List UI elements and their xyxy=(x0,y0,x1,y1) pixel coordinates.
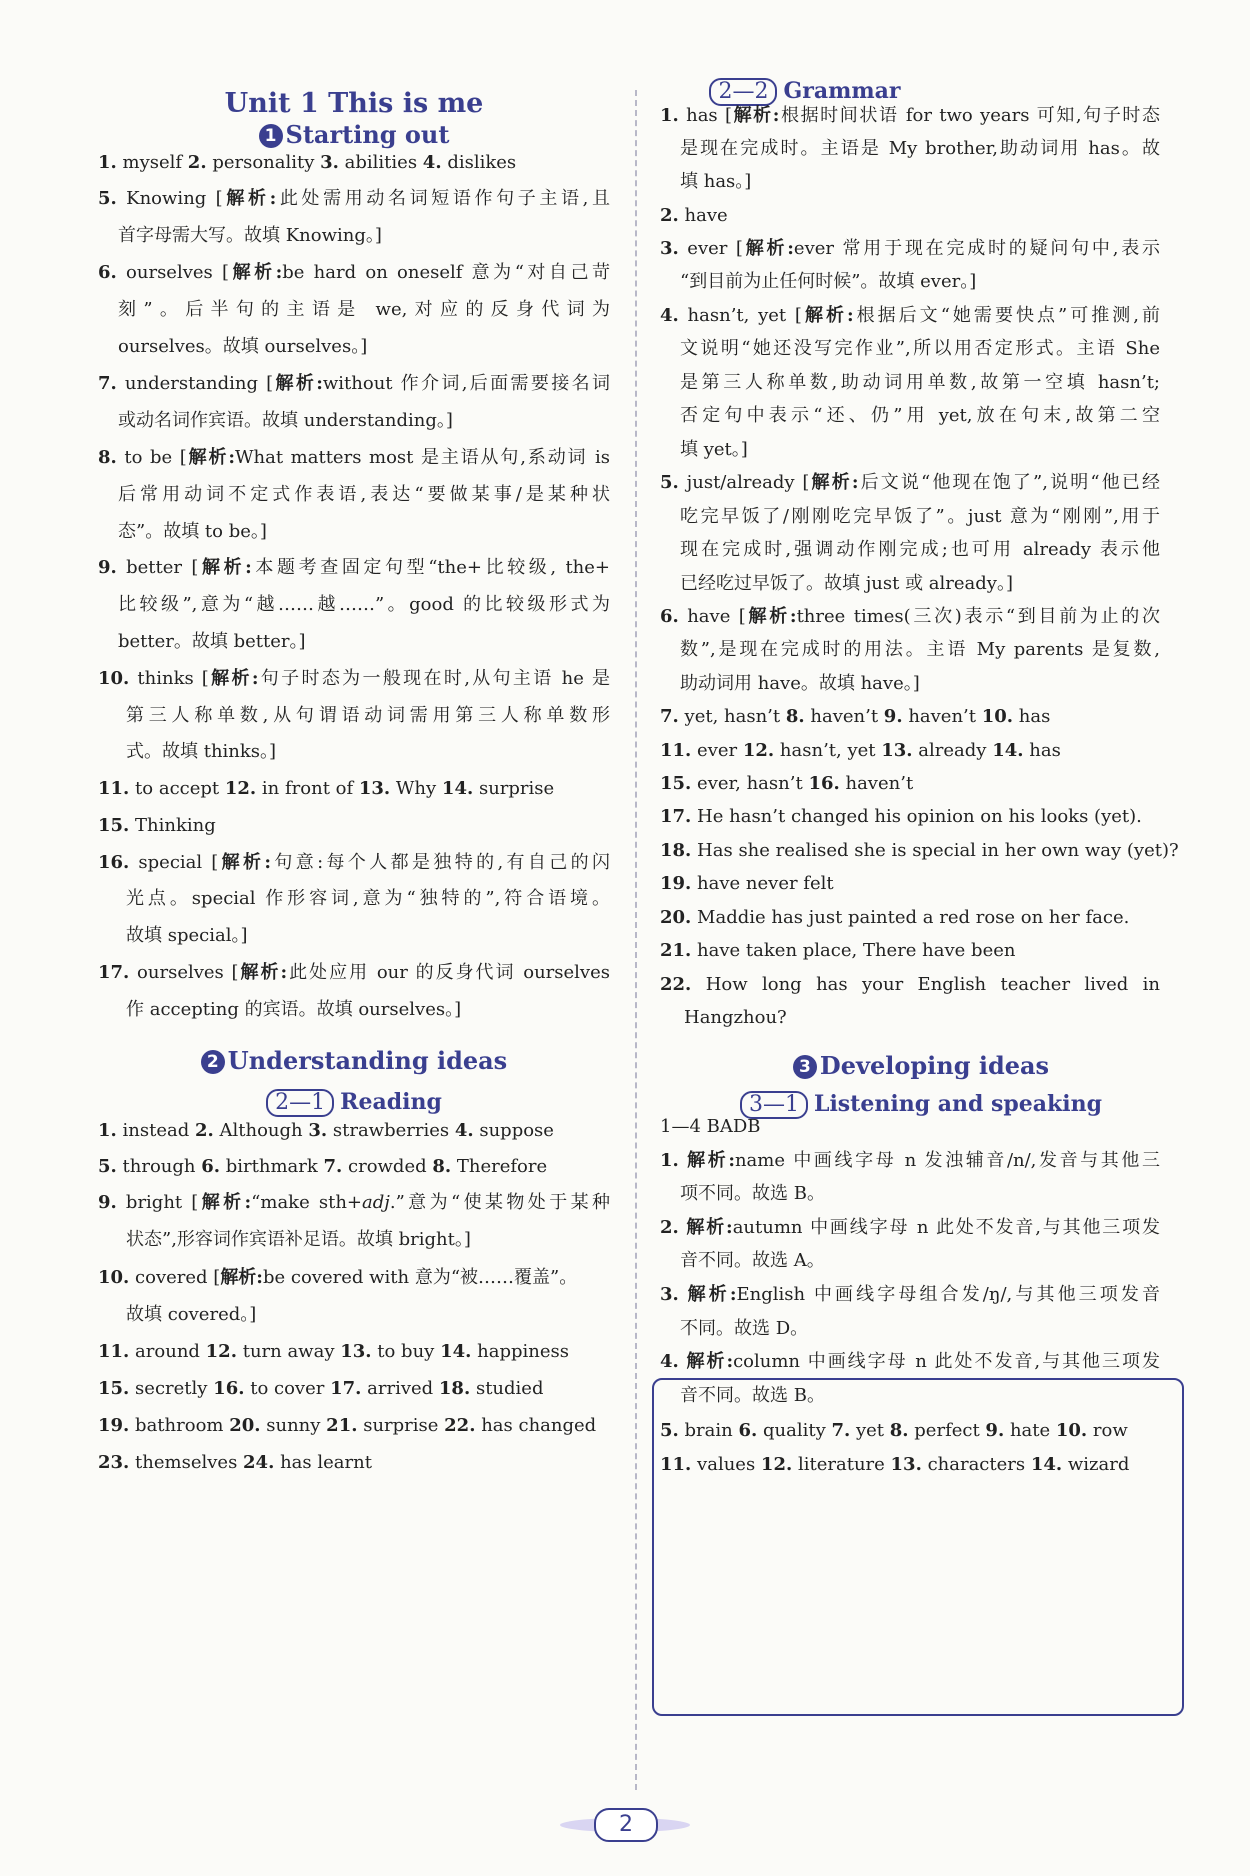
left-answer-line: 状态”,形容词作宾语补足语。故填 bright。] xyxy=(126,1229,471,1250)
left-answer-line: 首字母需大写。故填 Knowing。] xyxy=(118,225,382,246)
left-answer-line: better。故填 better。] xyxy=(118,631,306,652)
right-answer-line: 音不同。故选 A。 xyxy=(680,1250,825,1271)
right-answer-line: 项不同。故选 B。 xyxy=(680,1183,825,1204)
right-answer-line: 是现在完成时。主语是 My brother,助动词用 has。故 xyxy=(680,138,1160,159)
left-answer-line: 故填 covered。] xyxy=(126,1304,257,1325)
right-answer-line: 1. has [解析:根据时间状语 for two years 可知,句子时态 xyxy=(660,105,1160,126)
right-answer-line: 11. ever 12. hasn’t, yet 13. already 14. has xyxy=(660,740,1061,761)
left-answer-line: 1. myself 2. personality 3. abilities 4. dislikes xyxy=(98,152,517,173)
subsection-title: Grammar xyxy=(783,78,901,104)
section-developing-ideas xyxy=(660,1051,1182,1080)
left-answer-line: 第三人称单数,从句谓语动词需用第三人称单数形 xyxy=(126,705,610,726)
right-answer-line: 助动词用 have。故填 have。] xyxy=(680,673,920,694)
left-answer-line: 9. better [解析:本题考查固定句型“the+比较级, the+ xyxy=(98,557,610,578)
left-answer-line: ourselves。故填 ourselves。] xyxy=(118,336,368,357)
right-answer-line: 3. ever [解析:ever 常用于现在完成时的疑问句中,表示 xyxy=(660,238,1160,259)
right-answer-line: 11. values 12. literature 13. characters 14. wizard xyxy=(660,1454,1130,1475)
right-answer-line: 4. hasn’t, yet [解析:根据后文“她需要快点”可推测,前 xyxy=(660,305,1160,326)
right-answer-line: 5. just/already [解析:后文说“他现在饱了”,说明“他已经 xyxy=(660,472,1160,493)
left-answer-line: 10. thinks [解析:句子时态为一般现在时,从句主语 he 是 xyxy=(98,668,610,689)
right-answer-line: 填 yet。] xyxy=(680,439,748,460)
section-number-icon: 1 xyxy=(259,124,283,148)
left-answer-line: 9. bright [解析:“make sth+adj.”意为“使某物处于某种 xyxy=(98,1192,610,1213)
subsection-grammar xyxy=(660,78,950,106)
right-answer-line: 是第三人称单数,助动词用单数,故第一空填 hasn’t; xyxy=(680,372,1160,393)
left-answer-line: 17. ourselves [解析:此处应用 our 的反身代词 ourselves xyxy=(98,962,610,983)
left-answer-line: 5. through 6. birthmark 7. crowded 8. Therefore xyxy=(98,1156,548,1177)
right-answer-line: 吃完早饭了/刚刚吃完早饭了”。just 意为“刚刚”,用于 xyxy=(680,506,1160,527)
right-answer-line: 2. have xyxy=(660,205,728,226)
right-answer-line: 现在完成时,强调动作刚完成;也可用 already 表示他 xyxy=(680,539,1160,560)
subsection-title: Reading xyxy=(340,1089,442,1115)
left-answer-line: 15. secretly 16. to cover 17. arrived 18. studied xyxy=(98,1378,544,1399)
subsection-tag: 2—2 xyxy=(709,78,777,106)
right-answer-line: Hangzhou? xyxy=(684,1007,787,1028)
left-answer-line: 8. to be [解析:What matters most 是主语从句,系动词 is xyxy=(98,447,610,468)
right-answer-line: 19. have never felt xyxy=(660,873,834,894)
left-answer-line: 光点。special 作形容词,意为“独特的”,符合语境。 xyxy=(126,888,610,909)
right-answer-line: “到目前为止任何时候”。故填 ever。] xyxy=(680,271,977,292)
right-answer-line: 不同。故选 D。 xyxy=(680,1318,809,1339)
right-answer-line: 4. 解析:column 中画线字母 n 此处不发音,与其他三项发 xyxy=(660,1351,1160,1372)
left-answer-line: 11. around 12. turn away 13. to buy 14. happiness xyxy=(98,1341,569,1362)
right-answer-line: 15. ever, hasn’t 16. haven’t xyxy=(660,773,914,794)
right-answer-line: 20. Maddie has just painted a red rose on her face. xyxy=(660,907,1130,928)
section-number-icon: 3 xyxy=(793,1055,817,1079)
left-answer-line: 态”。故填 to be。] xyxy=(118,521,267,542)
page-number: 2 xyxy=(594,1808,658,1842)
left-answer-line: 6. ourselves [解析:be hard on oneself 意为“对自己苛 xyxy=(98,262,610,283)
left-answer-line: 式。故填 thinks。] xyxy=(126,741,277,762)
section-title: Understanding ideas xyxy=(227,1046,508,1075)
right-answer-line: 2. 解析:autumn 中画线字母 n 此处不发音,与其他三项发 xyxy=(660,1217,1160,1238)
unit-title: Unit 1 This is me xyxy=(224,88,484,119)
right-answer-line: 1—4 BADB xyxy=(660,1116,761,1137)
section-title: Starting out xyxy=(285,120,450,149)
right-answer-line: 数”,是现在完成时的用法。主语 My parents 是复数, xyxy=(680,639,1160,660)
right-answer-line: 1. 解析:name 中画线字母 n 发浊辅音/n/,发音与其他三 xyxy=(660,1150,1160,1171)
subsection-tag: 2—1 xyxy=(266,1089,334,1117)
right-answer-line: 音不同。故选 B。 xyxy=(680,1385,825,1406)
left-answer-line: 10. covered [解析:be covered with 意为“被……覆盖”。 xyxy=(98,1267,578,1288)
left-answer-line: 15. Thinking xyxy=(98,815,216,836)
right-answer-line: 5. brain 6. quality 7. yet 8. perfect 9. hate 10. row xyxy=(660,1420,1128,1441)
left-answer-line: 7. understanding [解析:without 作介词,后面需要接名词 xyxy=(98,373,610,394)
left-answer-line: 19. bathroom 20. sunny 21. surprise 22. has changed xyxy=(98,1415,597,1436)
left-answer-line: 16. special [解析:句意:每个人都是独特的,有自己的闪 xyxy=(98,852,610,873)
section-title: Developing ideas xyxy=(819,1051,1050,1080)
right-answer-line: 否定句中表示“还、仍”用 yet,放在句末,故第二空 xyxy=(680,405,1160,426)
left-answer-line: 1. instead 2. Although 3. strawberries 4. suppose xyxy=(98,1120,554,1141)
right-answer-line: 填 has。] xyxy=(680,171,752,192)
right-answer-line: 17. He hasn’t changed his opinion on his looks (yet). xyxy=(660,806,1142,827)
section-starting-out xyxy=(98,120,610,149)
right-answer-line: 已经吃过早饭了。故填 just 或 already。] xyxy=(680,573,1013,594)
right-answer-line: 6. have [解析:three times(三次)表示“到目前为止的次 xyxy=(660,606,1160,627)
left-answer-line: 作 accepting 的宾语。故填 ourselves。] xyxy=(126,999,462,1020)
right-answer-line: 7. yet, hasn’t 8. haven’t 9. haven’t 10. has xyxy=(660,706,1051,727)
right-answer-line: 21. have taken place, There have been xyxy=(660,940,1016,961)
subsection-listening-speaking xyxy=(660,1091,1182,1119)
left-answer-line: 刻”。后半句的主语是 we,对应的反身代词为 xyxy=(118,299,610,320)
right-answer-line: 文说明“她还没写完作业”,所以用否定形式。主语 She xyxy=(680,338,1160,359)
section-understanding-ideas xyxy=(98,1046,610,1075)
subsection-title: Listening and speaking xyxy=(813,1091,1103,1117)
section-number-icon: 2 xyxy=(201,1050,225,1074)
subsection-tag: 3—1 xyxy=(740,1091,808,1119)
right-answer-line: 3. 解析:English 中画线字母组合发/ŋ/,与其他三项发音 xyxy=(660,1284,1160,1305)
left-answer-line: 后常用动词不定式作表语,表达“要做某事/是某种状 xyxy=(118,484,610,505)
right-answer-line: 18. Has she realised she is special in her own way (yet)? xyxy=(660,840,1179,861)
left-answer-line: 比较级”,意为“越……越……”。good 的比较级形式为 xyxy=(118,594,610,615)
left-answer-line: 或动名词作宾语。故填 understanding。] xyxy=(118,410,453,431)
left-answer-line: 23. themselves 24. has learnt xyxy=(98,1452,372,1473)
left-answer-line: 5. Knowing [解析:此处需用动名词短语作句子主语,且 xyxy=(98,188,610,209)
subsection-reading xyxy=(98,1089,610,1117)
left-answer-line: 11. to accept 12. in front of 13. Why 14. surprise xyxy=(98,778,555,799)
left-answer-line: 故填 special。] xyxy=(126,925,248,946)
column-divider xyxy=(635,90,637,1790)
right-answer-line: 22. How long has your English teacher lived in xyxy=(660,974,1160,995)
